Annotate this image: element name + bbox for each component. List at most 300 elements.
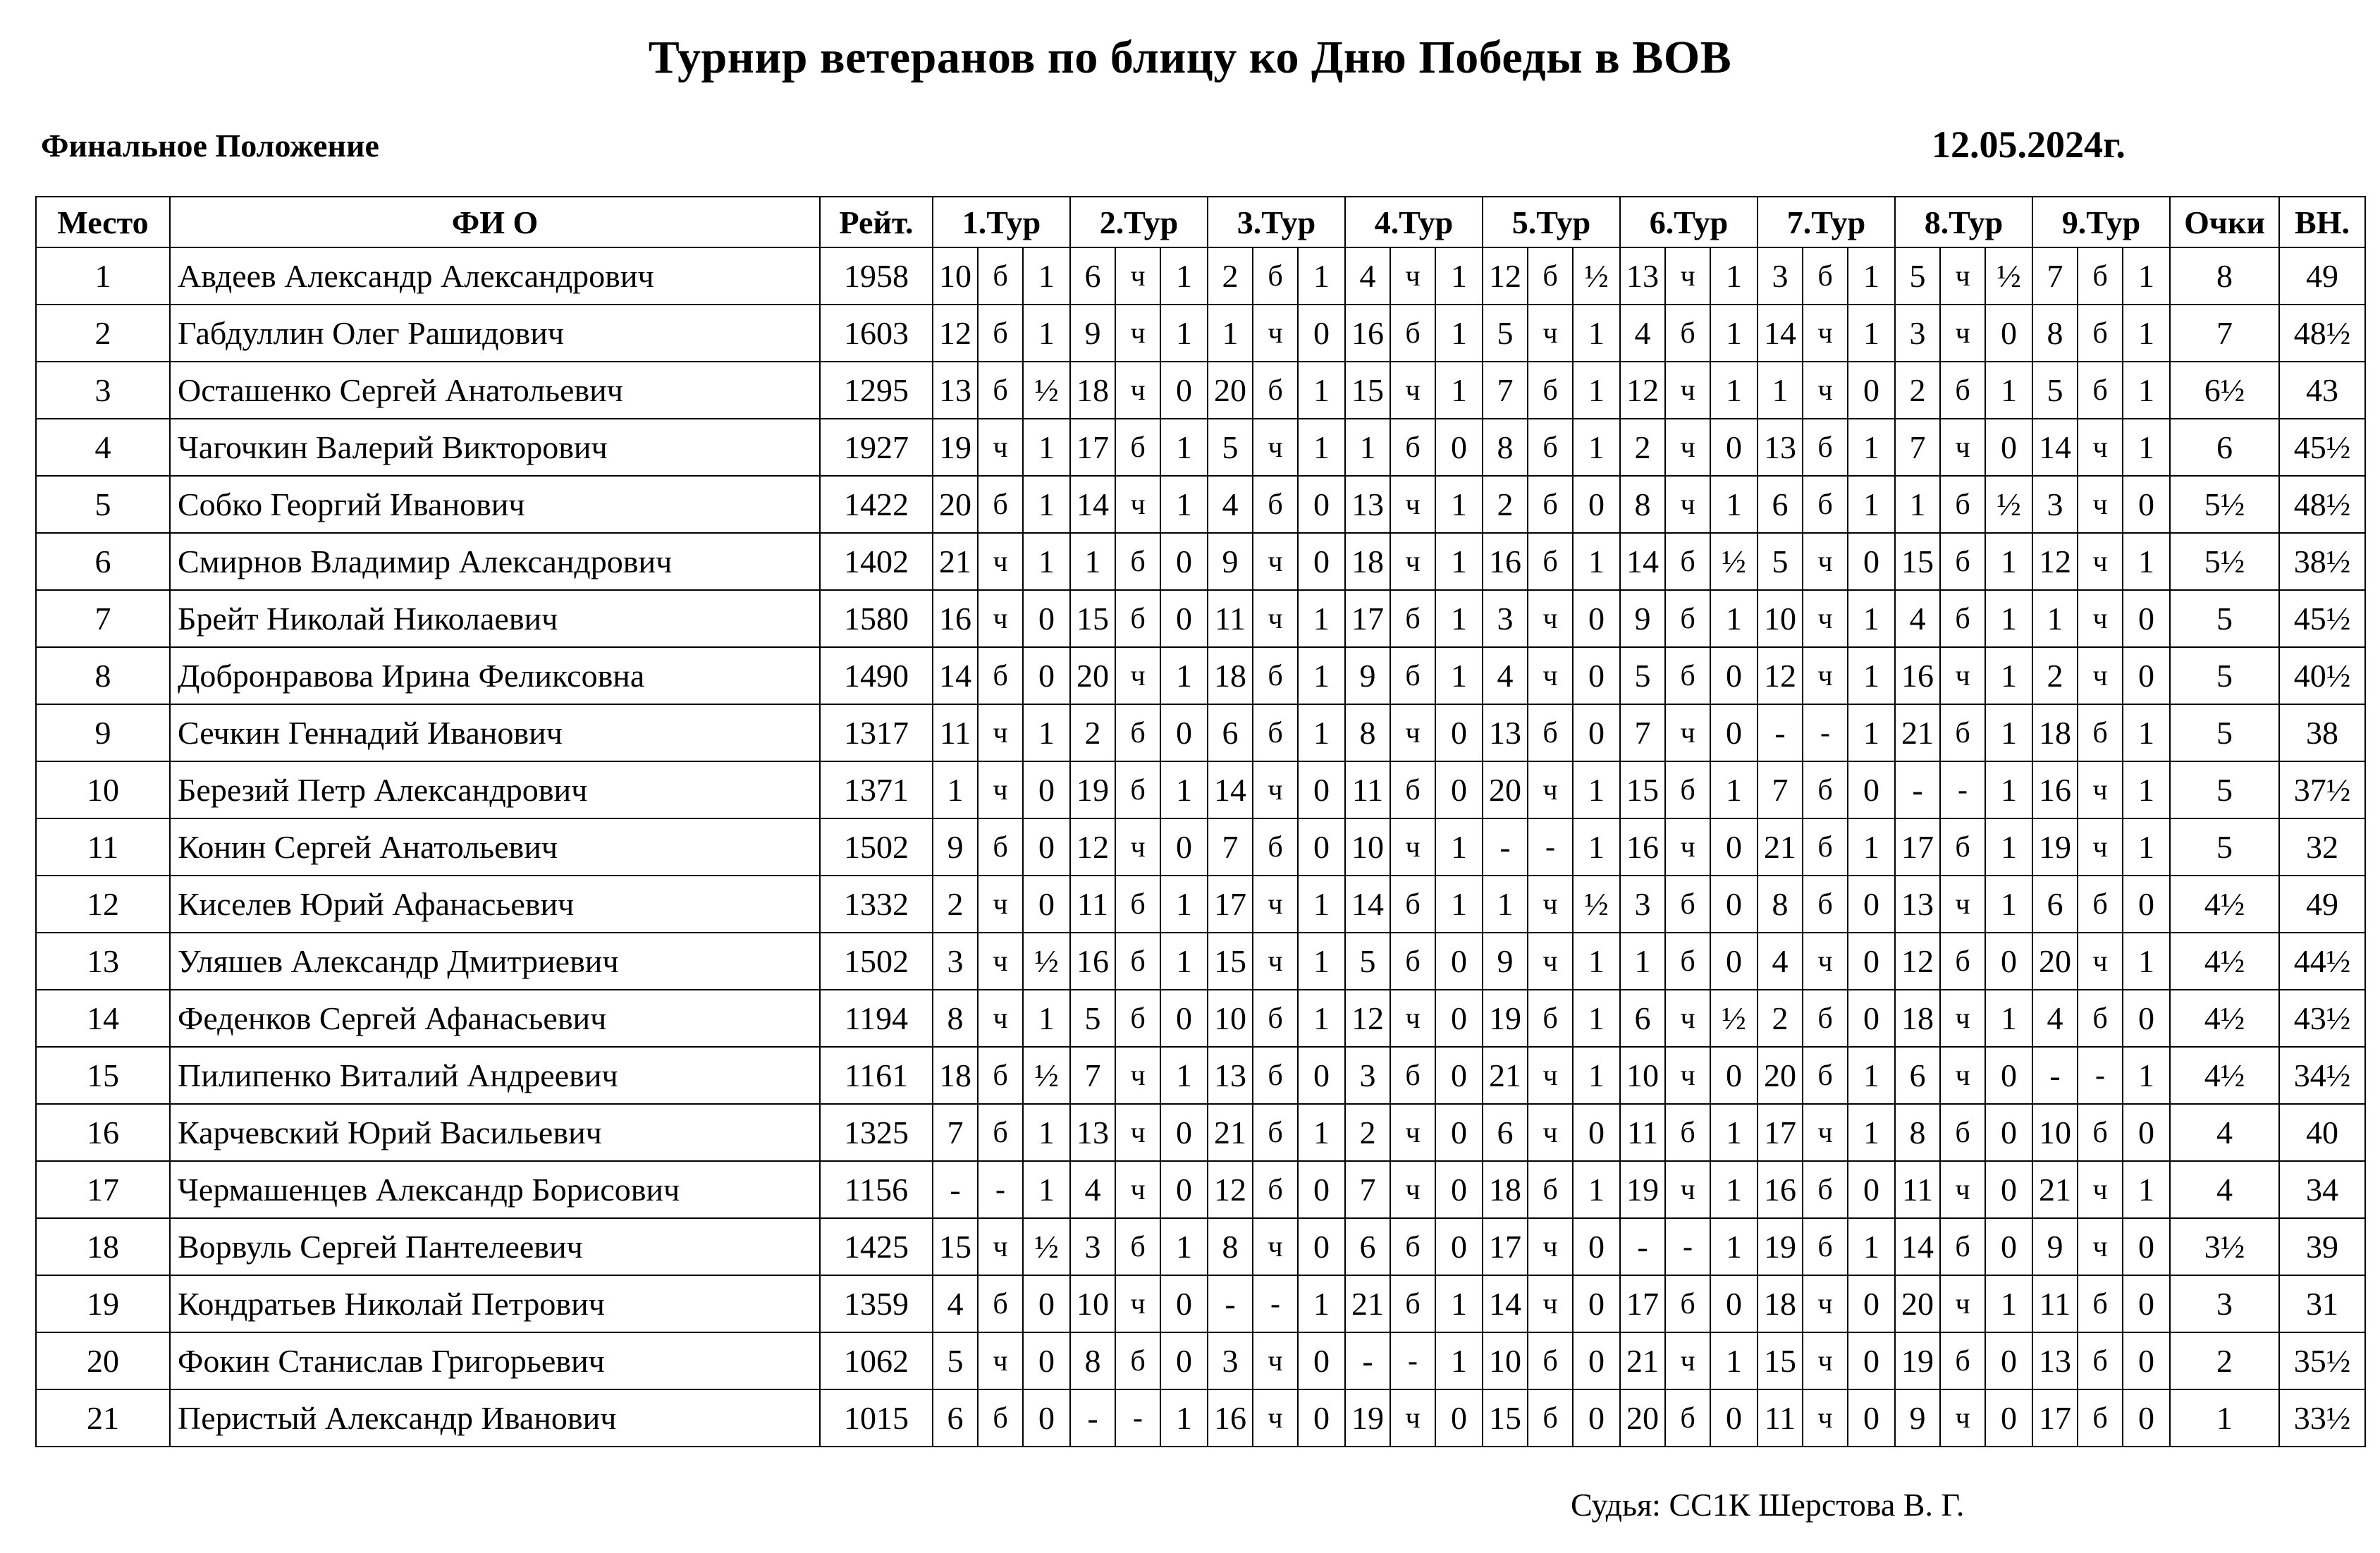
round-4-result-cell: 1 xyxy=(1435,362,1483,419)
round-4-color-cell: ч xyxy=(1390,533,1435,590)
round-2-result-cell: 0 xyxy=(1160,704,1208,761)
round-2-opponent-cell: - xyxy=(1070,1389,1115,1447)
tiebreak-cell: 49 xyxy=(2279,876,2365,933)
round-3-result-cell: 1 xyxy=(1298,704,1345,761)
round-2-result-cell: 1 xyxy=(1160,476,1208,533)
round-3-opponent-cell: 14 xyxy=(1208,761,1253,818)
round-3-opponent-cell: 18 xyxy=(1208,647,1253,704)
round-7-result-cell: 0 xyxy=(1848,1275,1895,1332)
round-8-result-cell: 0 xyxy=(1985,1218,2032,1275)
points-cell: 5½ xyxy=(2170,533,2279,590)
round-6-color-cell: ч xyxy=(1665,247,1710,305)
rating-cell: 1402 xyxy=(820,533,933,590)
round-9-opponent-cell: 21 xyxy=(2032,1161,2078,1218)
round-7-result-cell: 1 xyxy=(1848,476,1895,533)
round-9-color-cell: б xyxy=(2078,1104,2123,1161)
round-8-color-cell: б xyxy=(1940,818,1985,876)
round-5-result-cell: 1 xyxy=(1573,1047,1620,1104)
round-2-result-cell: 1 xyxy=(1160,1047,1208,1104)
points-cell: 4 xyxy=(2170,1161,2279,1218)
player-name-cell: Чагочкин Валерий Викторович xyxy=(170,419,820,476)
round-6-color-cell: ч xyxy=(1665,990,1710,1047)
round-1-result-cell: 0 xyxy=(1023,590,1070,647)
table-row xyxy=(36,590,2365,647)
round-9-opponent-cell: 12 xyxy=(2032,533,2078,590)
round-7-color-cell: ч xyxy=(1803,1332,1848,1389)
round-9-result-cell: 1 xyxy=(2123,1047,2170,1104)
round-5-color-cell: б xyxy=(1528,990,1573,1047)
round-8-color-cell: ч xyxy=(1940,1047,1985,1104)
round-2-result-cell: 0 xyxy=(1160,1332,1208,1389)
round-1-color-cell: б xyxy=(978,1275,1023,1332)
rating-cell: 1958 xyxy=(820,247,933,305)
round-9-result-cell: 1 xyxy=(2123,419,2170,476)
round-8-color-cell: б xyxy=(1940,476,1985,533)
round-8-opponent-cell: 6 xyxy=(1895,1047,1940,1104)
place-cell: 3 xyxy=(36,362,170,419)
round-5-opponent-cell: 8 xyxy=(1483,419,1528,476)
round-2-color-cell: б xyxy=(1115,419,1160,476)
tiebreak-cell: 35½ xyxy=(2279,1332,2365,1389)
round-9-result-cell: 0 xyxy=(2123,1104,2170,1161)
round-1-result-cell: ½ xyxy=(1023,1218,1070,1275)
round-4-color-cell: б xyxy=(1390,1047,1435,1104)
rating-cell: 1156 xyxy=(820,1161,933,1218)
round-1-opponent-cell: - xyxy=(933,1161,978,1218)
round-1-result-cell: 0 xyxy=(1023,1389,1070,1447)
rating-cell: 1295 xyxy=(820,362,933,419)
round-7-opponent-cell: 21 xyxy=(1758,818,1803,876)
round-9-result-cell: 0 xyxy=(2123,876,2170,933)
place-cell: 4 xyxy=(36,419,170,476)
table-row xyxy=(36,305,2365,362)
player-name-cell: Брейт Николай Николаевич xyxy=(170,590,820,647)
round-7-opponent-cell: 13 xyxy=(1758,419,1803,476)
round-8-opponent-cell: 20 xyxy=(1895,1275,1940,1332)
round-6-color-cell: ч xyxy=(1665,476,1710,533)
round-8-result-cell: 0 xyxy=(1985,1104,2032,1161)
round-9-opponent-cell: 19 xyxy=(2032,818,2078,876)
round-9-color-cell: ч xyxy=(2078,419,2123,476)
round-4-color-cell: ч xyxy=(1390,1104,1435,1161)
round-9-opponent-cell: 7 xyxy=(2032,247,2078,305)
round-5-color-cell: ч xyxy=(1528,1275,1573,1332)
rating-cell: 1927 xyxy=(820,419,933,476)
table-row xyxy=(36,818,2365,876)
round-5-result-cell: 0 xyxy=(1573,1218,1620,1275)
round-9-result-cell: 0 xyxy=(2123,647,2170,704)
round-1-color-cell: б xyxy=(978,818,1023,876)
round-7-result-cell: 1 xyxy=(1848,590,1895,647)
round-5-color-cell: ч xyxy=(1528,647,1573,704)
round-8-color-cell: ч xyxy=(1940,1275,1985,1332)
round-9-opponent-cell: 16 xyxy=(2032,761,2078,818)
tiebreak-cell: 33½ xyxy=(2279,1389,2365,1447)
header-round-7: 7.Тур xyxy=(1758,197,1895,247)
rating-cell: 1490 xyxy=(820,647,933,704)
round-2-opponent-cell: 20 xyxy=(1070,647,1115,704)
round-9-color-cell: ч xyxy=(2078,818,2123,876)
round-1-result-cell: 0 xyxy=(1023,876,1070,933)
table-row xyxy=(36,1389,2365,1447)
player-name-cell: Березий Петр Александрович xyxy=(170,761,820,818)
round-3-color-cell: ч xyxy=(1253,590,1298,647)
place-cell: 15 xyxy=(36,1047,170,1104)
round-1-result-cell: 0 xyxy=(1023,761,1070,818)
table-row xyxy=(36,247,2365,305)
rating-cell: 1422 xyxy=(820,476,933,533)
round-6-opponent-cell: 8 xyxy=(1620,476,1665,533)
round-4-opponent-cell: 8 xyxy=(1345,704,1390,761)
round-9-opponent-cell: 6 xyxy=(2032,876,2078,933)
round-8-color-cell: ч xyxy=(1940,1389,1985,1447)
round-1-opponent-cell: 21 xyxy=(933,533,978,590)
round-9-result-cell: 0 xyxy=(2123,1389,2170,1447)
round-4-color-cell: б xyxy=(1390,419,1435,476)
round-3-opponent-cell: 11 xyxy=(1208,590,1253,647)
round-5-opponent-cell: - xyxy=(1483,818,1528,876)
round-7-result-cell: 0 xyxy=(1848,990,1895,1047)
round-2-result-cell: 1 xyxy=(1160,419,1208,476)
round-8-color-cell: б xyxy=(1940,362,1985,419)
round-3-result-cell: 1 xyxy=(1298,362,1345,419)
round-2-result-cell: 0 xyxy=(1160,1275,1208,1332)
round-6-opponent-cell: 3 xyxy=(1620,876,1665,933)
round-6-opponent-cell: 4 xyxy=(1620,305,1665,362)
round-1-opponent-cell: 6 xyxy=(933,1389,978,1447)
round-2-result-cell: 1 xyxy=(1160,305,1208,362)
round-1-opponent-cell: 16 xyxy=(933,590,978,647)
round-4-color-cell: ч xyxy=(1390,247,1435,305)
round-4-opponent-cell: 3 xyxy=(1345,1047,1390,1104)
round-5-result-cell: 1 xyxy=(1573,362,1620,419)
round-1-opponent-cell: 8 xyxy=(933,990,978,1047)
round-9-color-cell: - xyxy=(2078,1047,2123,1104)
round-8-opponent-cell: 1 xyxy=(1895,476,1940,533)
round-6-opponent-cell: 13 xyxy=(1620,247,1665,305)
round-8-result-cell: 0 xyxy=(1985,419,2032,476)
round-4-color-cell: б xyxy=(1390,876,1435,933)
round-5-result-cell: 1 xyxy=(1573,305,1620,362)
round-5-result-cell: 0 xyxy=(1573,590,1620,647)
round-1-opponent-cell: 12 xyxy=(933,305,978,362)
round-5-opponent-cell: 2 xyxy=(1483,476,1528,533)
player-name-cell: Фокин Станислав Григорьевич xyxy=(170,1332,820,1389)
round-5-opponent-cell: 9 xyxy=(1483,933,1528,990)
round-9-color-cell: ч xyxy=(2078,761,2123,818)
place-cell: 2 xyxy=(36,305,170,362)
round-6-result-cell: 1 xyxy=(1710,590,1758,647)
table-row xyxy=(36,476,2365,533)
round-6-opponent-cell: 12 xyxy=(1620,362,1665,419)
points-cell: 4½ xyxy=(2170,990,2279,1047)
round-7-color-cell: ч xyxy=(1803,1104,1848,1161)
round-3-color-cell: ч xyxy=(1253,1389,1298,1447)
round-1-opponent-cell: 11 xyxy=(933,704,978,761)
round-7-opponent-cell: 14 xyxy=(1758,305,1803,362)
round-9-opponent-cell: 4 xyxy=(2032,990,2078,1047)
round-9-color-cell: б xyxy=(2078,362,2123,419)
round-2-color-cell: б xyxy=(1115,704,1160,761)
round-3-opponent-cell: 1 xyxy=(1208,305,1253,362)
round-3-result-cell: 0 xyxy=(1298,533,1345,590)
round-2-color-cell: ч xyxy=(1115,1275,1160,1332)
round-8-opponent-cell: 13 xyxy=(1895,876,1940,933)
round-2-color-cell: ч xyxy=(1115,1161,1160,1218)
round-5-result-cell: 1 xyxy=(1573,1161,1620,1218)
place-cell: 19 xyxy=(36,1275,170,1332)
tiebreak-cell: 39 xyxy=(2279,1218,2365,1275)
round-4-opponent-cell: 2 xyxy=(1345,1104,1390,1161)
round-5-result-cell: 0 xyxy=(1573,1275,1620,1332)
tiebreak-cell: 37½ xyxy=(2279,761,2365,818)
round-5-opponent-cell: 15 xyxy=(1483,1389,1528,1447)
place-cell: 16 xyxy=(36,1104,170,1161)
tiebreak-cell: 31 xyxy=(2279,1275,2365,1332)
round-7-result-cell: 0 xyxy=(1848,933,1895,990)
results-table xyxy=(35,196,2366,1447)
table-row xyxy=(36,1104,2365,1161)
round-5-color-cell: б xyxy=(1528,247,1573,305)
round-4-result-cell: 0 xyxy=(1435,1218,1483,1275)
round-8-color-cell: ч xyxy=(1940,990,1985,1047)
round-3-result-cell: 1 xyxy=(1298,990,1345,1047)
round-2-color-cell: б xyxy=(1115,533,1160,590)
round-9-opponent-cell: 11 xyxy=(2032,1275,2078,1332)
header-place: Место xyxy=(36,197,170,247)
round-8-result-cell: 1 xyxy=(1985,704,2032,761)
round-6-color-cell: б xyxy=(1665,1275,1710,1332)
round-8-color-cell: б xyxy=(1940,1218,1985,1275)
round-2-result-cell: 1 xyxy=(1160,876,1208,933)
round-6-result-cell: 0 xyxy=(1710,1275,1758,1332)
round-4-color-cell: б xyxy=(1390,1275,1435,1332)
round-8-result-cell: ½ xyxy=(1985,247,2032,305)
round-4-opponent-cell: 16 xyxy=(1345,305,1390,362)
round-7-color-cell: б xyxy=(1803,476,1848,533)
round-6-result-cell: 1 xyxy=(1710,362,1758,419)
round-2-opponent-cell: 4 xyxy=(1070,1161,1115,1218)
header-rating: Рейт. xyxy=(820,197,933,247)
round-3-result-cell: 0 xyxy=(1298,1332,1345,1389)
round-5-opponent-cell: 3 xyxy=(1483,590,1528,647)
round-7-result-cell: 0 xyxy=(1848,761,1895,818)
round-1-color-cell: б xyxy=(978,305,1023,362)
round-4-opponent-cell: 18 xyxy=(1345,533,1390,590)
round-3-result-cell: 0 xyxy=(1298,476,1345,533)
table-row xyxy=(36,1161,2365,1218)
round-9-opponent-cell: 10 xyxy=(2032,1104,2078,1161)
round-8-opponent-cell: 8 xyxy=(1895,1104,1940,1161)
round-3-opponent-cell: 20 xyxy=(1208,362,1253,419)
round-8-color-cell: ч xyxy=(1940,876,1985,933)
header-round-1: 1.Тур xyxy=(933,197,1070,247)
round-4-color-cell: ч xyxy=(1390,990,1435,1047)
round-8-opponent-cell: 19 xyxy=(1895,1332,1940,1389)
round-7-color-cell: ч xyxy=(1803,647,1848,704)
round-5-opponent-cell: 6 xyxy=(1483,1104,1528,1161)
round-5-opponent-cell: 10 xyxy=(1483,1332,1528,1389)
round-3-color-cell: б xyxy=(1253,247,1298,305)
player-name-cell: Карчевский Юрий Васильевич xyxy=(170,1104,820,1161)
round-4-opponent-cell: 15 xyxy=(1345,362,1390,419)
round-1-opponent-cell: 13 xyxy=(933,362,978,419)
round-3-result-cell: 1 xyxy=(1298,933,1345,990)
round-8-result-cell: 0 xyxy=(1985,305,2032,362)
round-7-result-cell: 1 xyxy=(1848,305,1895,362)
points-cell: 5 xyxy=(2170,590,2279,647)
points-cell: 6½ xyxy=(2170,362,2279,419)
round-1-color-cell: ч xyxy=(978,990,1023,1047)
round-9-result-cell: 0 xyxy=(2123,990,2170,1047)
round-8-opponent-cell: - xyxy=(1895,761,1940,818)
place-cell: 8 xyxy=(36,647,170,704)
round-5-color-cell: б xyxy=(1528,1161,1573,1218)
round-9-opponent-cell: 13 xyxy=(2032,1332,2078,1389)
round-6-opponent-cell: 21 xyxy=(1620,1332,1665,1389)
round-9-result-cell: 0 xyxy=(2123,1218,2170,1275)
round-7-opponent-cell: 7 xyxy=(1758,761,1803,818)
round-2-opponent-cell: 5 xyxy=(1070,990,1115,1047)
place-cell: 12 xyxy=(36,876,170,933)
round-7-result-cell: 0 xyxy=(1848,1389,1895,1447)
round-5-color-cell: ч xyxy=(1528,761,1573,818)
round-2-opponent-cell: 6 xyxy=(1070,247,1115,305)
round-1-color-cell: ч xyxy=(978,761,1023,818)
round-7-color-cell: ч xyxy=(1803,1389,1848,1447)
round-7-color-cell: б xyxy=(1803,1218,1848,1275)
rating-cell: 1359 xyxy=(820,1275,933,1332)
round-9-result-cell: 0 xyxy=(2123,476,2170,533)
round-5-opponent-cell: 13 xyxy=(1483,704,1528,761)
round-1-color-cell: ч xyxy=(978,876,1023,933)
round-3-opponent-cell: 17 xyxy=(1208,876,1253,933)
points-cell: 4½ xyxy=(2170,1047,2279,1104)
round-3-opponent-cell: 4 xyxy=(1208,476,1253,533)
tiebreak-cell: 40½ xyxy=(2279,647,2365,704)
round-7-color-cell: б xyxy=(1803,761,1848,818)
round-5-opponent-cell: 18 xyxy=(1483,1161,1528,1218)
round-8-result-cell: 1 xyxy=(1985,1275,2032,1332)
round-8-result-cell: 1 xyxy=(1985,761,2032,818)
round-8-color-cell: ч xyxy=(1940,247,1985,305)
round-3-opponent-cell: 21 xyxy=(1208,1104,1253,1161)
round-2-opponent-cell: 14 xyxy=(1070,476,1115,533)
round-3-opponent-cell: 3 xyxy=(1208,1332,1253,1389)
round-2-opponent-cell: 18 xyxy=(1070,362,1115,419)
round-6-color-cell: б xyxy=(1665,761,1710,818)
round-5-opponent-cell: 17 xyxy=(1483,1218,1528,1275)
round-9-color-cell: б xyxy=(2078,876,2123,933)
tiebreak-cell: 32 xyxy=(2279,818,2365,876)
points-cell: 5 xyxy=(2170,761,2279,818)
round-7-color-cell: ч xyxy=(1803,533,1848,590)
round-2-result-cell: 0 xyxy=(1160,818,1208,876)
round-6-color-cell: б xyxy=(1665,1389,1710,1447)
round-6-result-cell: 1 xyxy=(1710,305,1758,362)
round-5-color-cell: б xyxy=(1528,362,1573,419)
round-4-result-cell: 1 xyxy=(1435,247,1483,305)
round-8-opponent-cell: 21 xyxy=(1895,704,1940,761)
round-9-color-cell: ч xyxy=(2078,1161,2123,1218)
round-7-color-cell: б xyxy=(1803,1161,1848,1218)
round-7-opponent-cell: 17 xyxy=(1758,1104,1803,1161)
round-7-color-cell: б xyxy=(1803,818,1848,876)
round-8-color-cell: б xyxy=(1940,933,1985,990)
round-8-color-cell: б xyxy=(1940,533,1985,590)
points-cell: 6 xyxy=(2170,419,2279,476)
round-9-color-cell: ч xyxy=(2078,533,2123,590)
round-2-opponent-cell: 16 xyxy=(1070,933,1115,990)
round-6-opponent-cell: 20 xyxy=(1620,1389,1665,1447)
round-4-result-cell: 1 xyxy=(1435,876,1483,933)
round-8-opponent-cell: 12 xyxy=(1895,933,1940,990)
round-3-result-cell: 0 xyxy=(1298,305,1345,362)
points-cell: 7 xyxy=(2170,305,2279,362)
round-1-opponent-cell: 1 xyxy=(933,761,978,818)
round-4-result-cell: 0 xyxy=(1435,990,1483,1047)
round-5-color-cell: б xyxy=(1528,533,1573,590)
round-8-result-cell: 0 xyxy=(1985,1332,2032,1389)
round-1-result-cell: 1 xyxy=(1023,533,1070,590)
round-4-result-cell: 0 xyxy=(1435,1161,1483,1218)
round-4-color-cell: ч xyxy=(1390,704,1435,761)
round-6-opponent-cell: - xyxy=(1620,1218,1665,1275)
rating-cell: 1580 xyxy=(820,590,933,647)
round-7-result-cell: 1 xyxy=(1848,1218,1895,1275)
place-cell: 17 xyxy=(36,1161,170,1218)
round-6-color-cell: б xyxy=(1665,1104,1710,1161)
round-3-color-cell: б xyxy=(1253,818,1298,876)
round-1-result-cell: 1 xyxy=(1023,305,1070,362)
round-7-result-cell: 0 xyxy=(1848,876,1895,933)
round-4-color-cell: ч xyxy=(1390,1389,1435,1447)
round-5-color-cell: ч xyxy=(1528,1104,1573,1161)
round-4-result-cell: 1 xyxy=(1435,1332,1483,1389)
round-2-color-cell: - xyxy=(1115,1389,1160,1447)
player-name-cell: Конин Сергей Анатольевич xyxy=(170,818,820,876)
round-3-color-cell: б xyxy=(1253,1104,1298,1161)
round-6-opponent-cell: 9 xyxy=(1620,590,1665,647)
round-2-result-cell: 0 xyxy=(1160,990,1208,1047)
place-cell: 13 xyxy=(36,933,170,990)
place-cell: 1 xyxy=(36,247,170,305)
round-2-color-cell: б xyxy=(1115,933,1160,990)
round-2-result-cell: 1 xyxy=(1160,647,1208,704)
round-5-result-cell: 0 xyxy=(1573,1332,1620,1389)
round-6-opponent-cell: 10 xyxy=(1620,1047,1665,1104)
round-2-opponent-cell: 2 xyxy=(1070,704,1115,761)
round-9-result-cell: 1 xyxy=(2123,933,2170,990)
place-cell: 20 xyxy=(36,1332,170,1389)
place-cell: 9 xyxy=(36,704,170,761)
round-2-color-cell: ч xyxy=(1115,476,1160,533)
round-1-result-cell: 1 xyxy=(1023,247,1070,305)
round-9-color-cell: б xyxy=(2078,704,2123,761)
round-9-result-cell: 1 xyxy=(2123,818,2170,876)
round-6-result-cell: ½ xyxy=(1710,533,1758,590)
round-8-opponent-cell: 16 xyxy=(1895,647,1940,704)
place-cell: 7 xyxy=(36,590,170,647)
round-3-color-cell: б xyxy=(1253,1047,1298,1104)
tiebreak-cell: 45½ xyxy=(2279,419,2365,476)
round-7-color-cell: ч xyxy=(1803,590,1848,647)
round-3-opponent-cell: 6 xyxy=(1208,704,1253,761)
round-7-opponent-cell: 8 xyxy=(1758,876,1803,933)
place-cell: 11 xyxy=(36,818,170,876)
rating-cell: 1325 xyxy=(820,1104,933,1161)
round-7-result-cell: 1 xyxy=(1848,419,1895,476)
